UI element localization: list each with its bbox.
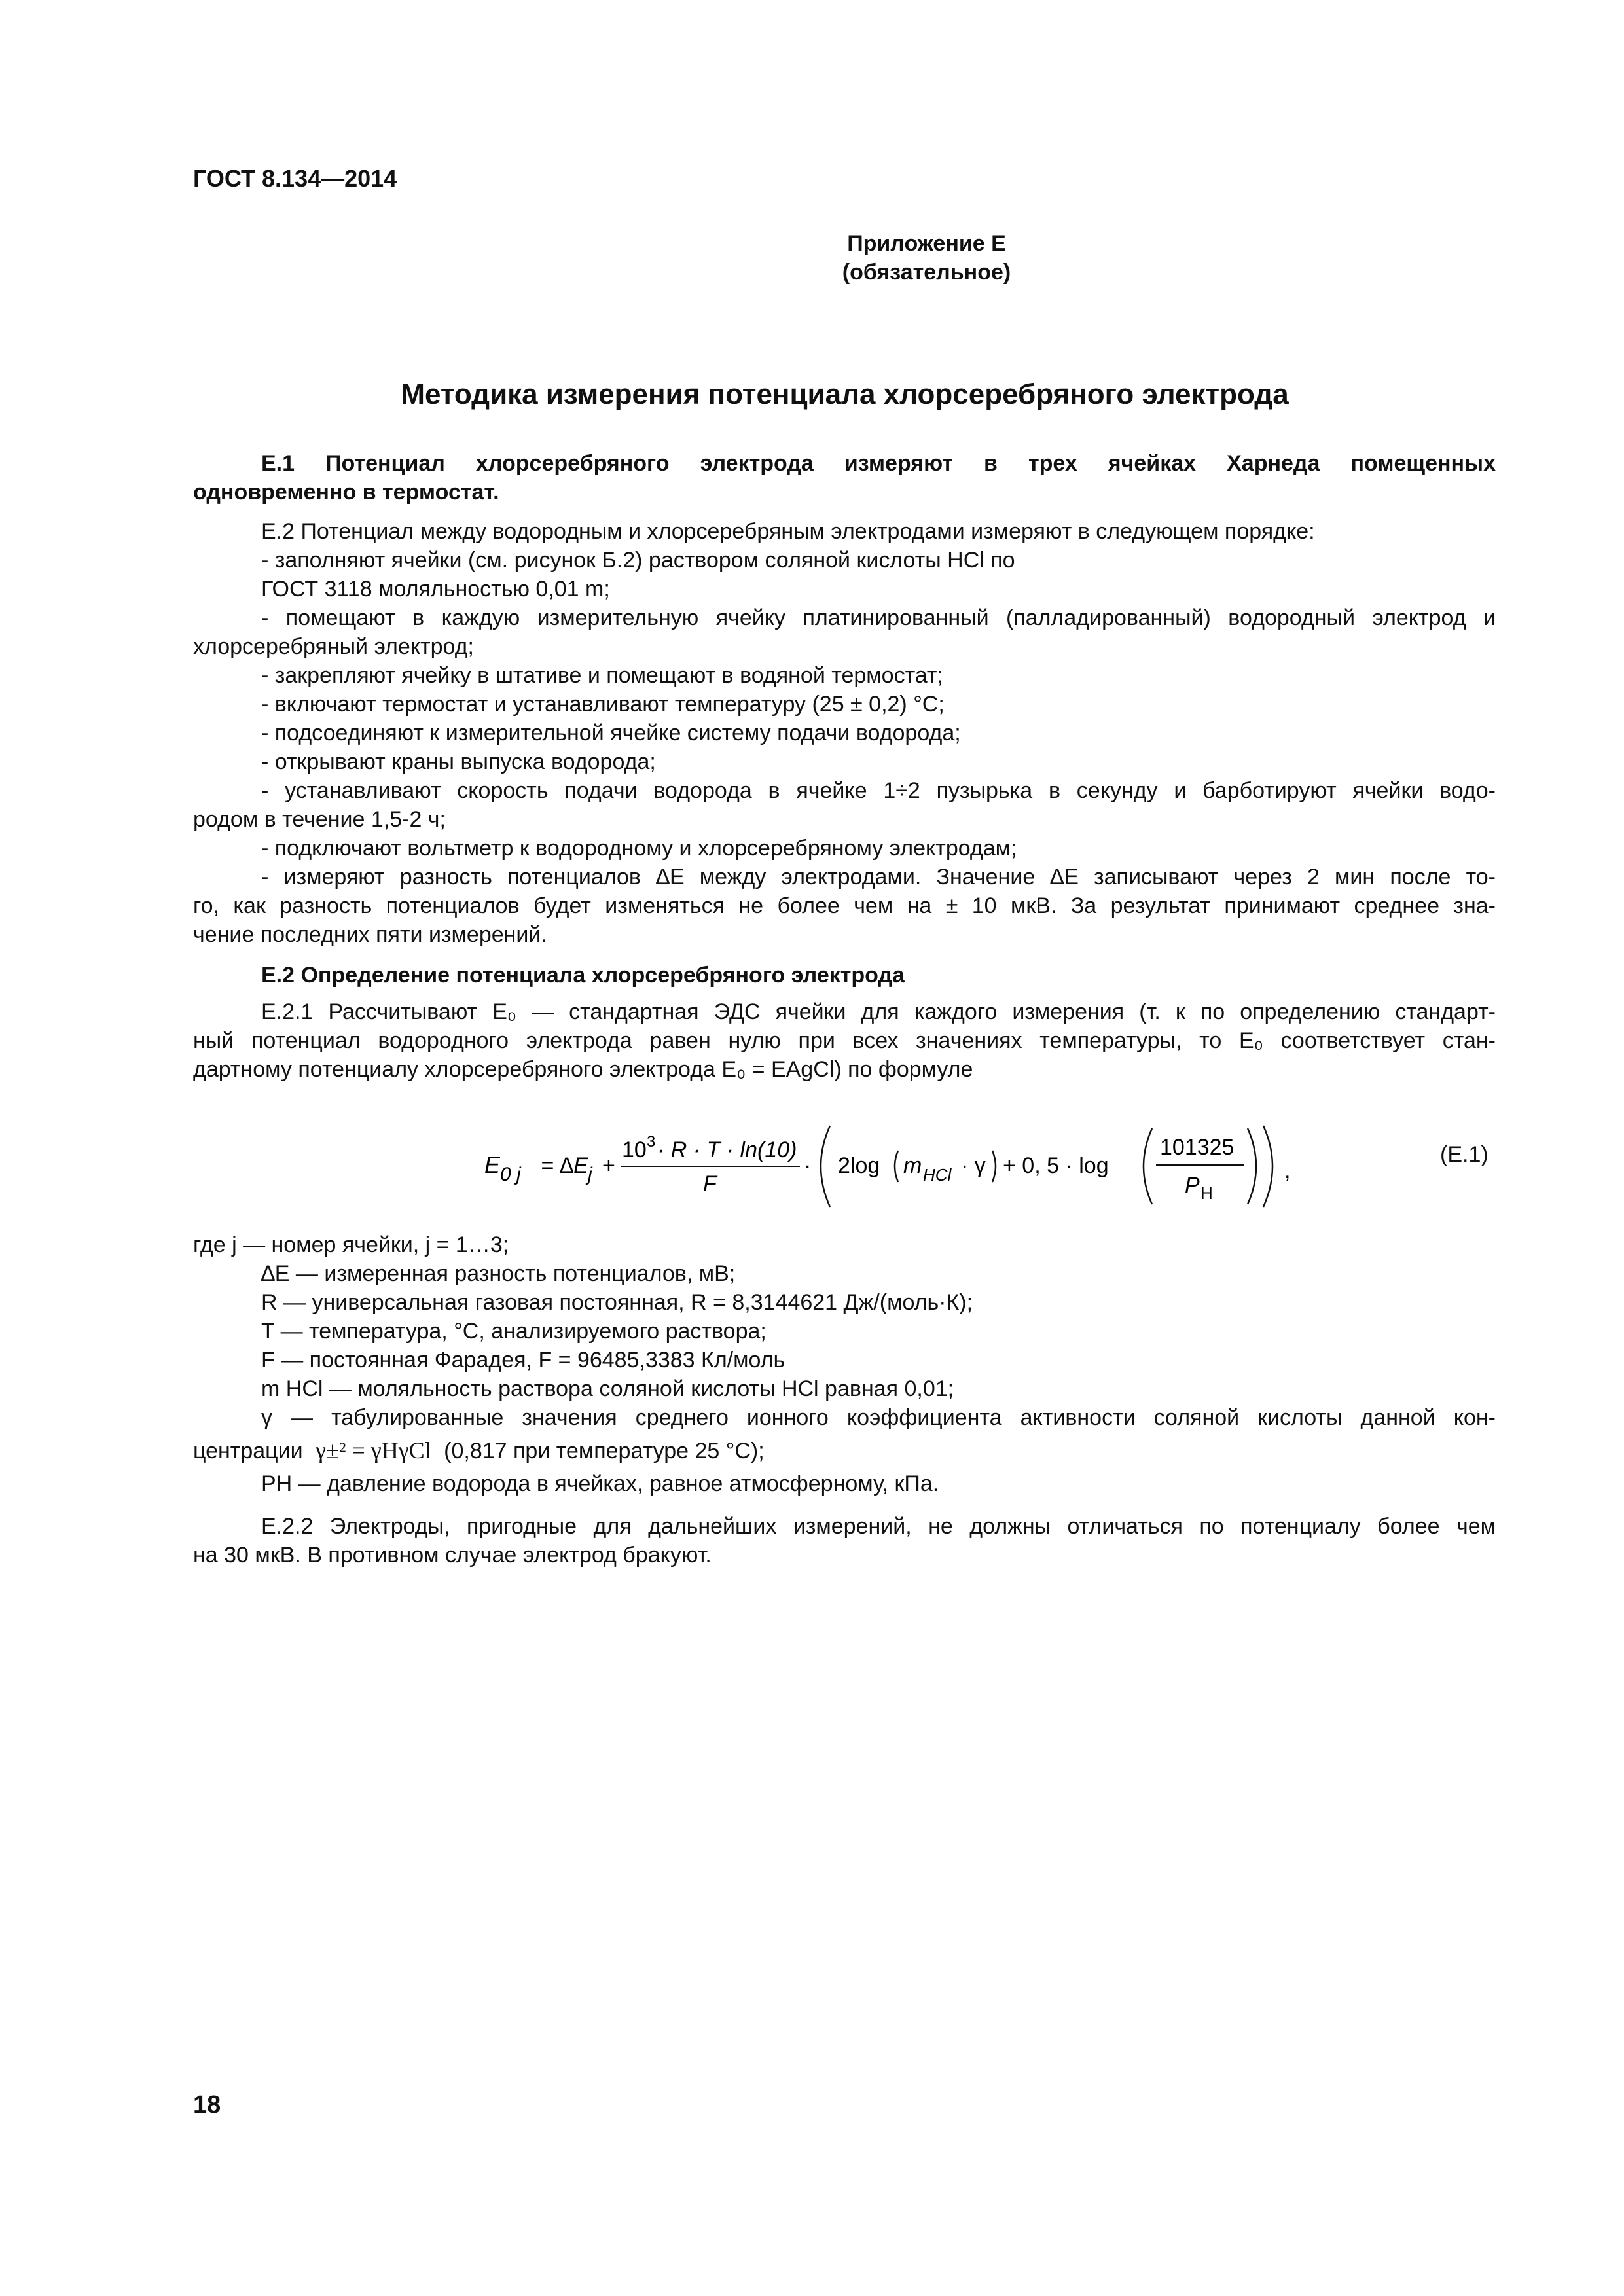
formula-frac2-num: 101325 — [1160, 1135, 1235, 1160]
where-gamma-2-post: (0,817 при температуре 25 °С); — [444, 1439, 765, 1463]
standard-code: ГОСТ 8.134—2014 — [193, 165, 397, 192]
formula-comma: , — [1284, 1158, 1291, 1183]
where-m: m HCl — моляльность раствора соляной кислоты HCl равная 0,01; — [261, 1376, 954, 1401]
formula-inner-a: 2log — [838, 1153, 880, 1178]
page-title: Методика измерения потенциала хлорсеребряного электрода — [401, 378, 1289, 410]
where-gamma-2-formula: γ±² = γHγCl — [316, 1437, 431, 1463]
formula-big-paren-right — [1263, 1126, 1272, 1207]
formula-inner-m: m — [903, 1153, 922, 1178]
paragraph-e1 — [193, 449, 1496, 507]
e22-line-1: Е.2.2 Электроды, пригодные для дальнейших измерений, не должны отличаться по потенциалу более чем — [261, 1514, 1496, 1539]
e21-line-1: Е.2.1 Рассчитывают E₀ — стандартная ЭДС ячейки для каждого измерения (т. к по определению стандарт- — [261, 999, 1496, 1024]
e2-step-9c: чение последних пяти измерений. — [193, 922, 547, 947]
formula-num-rest: · R · T · ln(10) — [657, 1138, 797, 1162]
e2-step-1a: - заполняют ячейки (см. рисунок Б.2) раствором соляной кислоты HCl по — [261, 548, 1015, 573]
formula-lhs: E — [484, 1151, 501, 1178]
e2-step-5: - подсоединяют к измерительной ячейке систему подачи водорода; — [261, 721, 961, 745]
e2-step-7b: родом в течение 1,5-2 ч; — [193, 807, 446, 832]
formula-inner-m-sub: HCl — [923, 1165, 952, 1185]
section-e2-heading-text: Е.2 Определение потенциала хлорсеребряного электрода — [261, 963, 905, 988]
formula-num-pow: 10 — [622, 1138, 647, 1162]
formula-frac2-den: P — [1185, 1173, 1200, 1198]
formula-num-pow-exp: 3 — [647, 1133, 656, 1151]
e2-intro: Е.2 Потенциал между водородным и хлорсеребряным электродами измеряют в следующем порядке: — [261, 519, 1315, 544]
where-gamma-1: γ — табулированные значения среднего ионного коэффициента активности соляной кислоты данной кон- — [261, 1405, 1496, 1430]
where-T: T — температура, °С, анализируемого раствора; — [261, 1319, 767, 1344]
where-gamma-2-pre: центрации — [193, 1439, 303, 1463]
formula-eq-delta: = ∆E — [541, 1153, 588, 1178]
page-number: 18 — [193, 2091, 221, 2119]
formula-plus: + — [602, 1153, 615, 1178]
e2-step-3: - закрепляют ячейку в штативе и помещают в водяной термостат; — [261, 663, 943, 688]
formula-paren2-right — [1248, 1128, 1256, 1204]
where-block — [193, 1230, 1496, 1498]
where-j: где j — номер ячейки, j = 1…3; — [193, 1232, 509, 1257]
formula-paren2-left — [1144, 1128, 1152, 1204]
e2-step-1b: ГОСТ 3118 моляльностью 0,01 m; — [261, 577, 610, 601]
e21-line-3: дартному потенциалу хлорсеребряного электрода E₀ = EAgCl) по формуле — [193, 1057, 973, 1082]
e2-step-2a: - помещают в каждую измерительную ячейку платинированный (палладированный) водородный электрод и — [261, 605, 1496, 630]
e1-line-1: Е.1 Потенциал хлорсеребряного электрода измеряют в трех ячейках Харнеда помещенных — [261, 451, 1496, 476]
formula-e1 — [484, 1113, 1375, 1211]
appendix-status: (обязательное) — [842, 260, 1011, 285]
e2-step-7a: - устанавливают скорость подачи водорода в ячейке 1÷2 пузырька в секунду и барботируют ячейки водо- — [261, 778, 1496, 803]
e2-step-2b: хлорсеребряный электрод; — [193, 634, 474, 659]
e2-step-4: - включают термостат и устанавливают температуру (25 ± 0,2) °С; — [261, 692, 945, 717]
e2-step-8: - подключают вольтметр к водородному и хлорсеребряному электродам; — [261, 836, 1017, 861]
e2-step-9a: - измеряют разность потенциалов ∆Е между электродами. Значение ∆Е записывают через 2 мин после то- — [261, 865, 1496, 889]
formula-inner-gamma: · γ — [961, 1153, 986, 1178]
e22-line-2: на 30 мкВ. В противном случае электрод бракуют. — [193, 1543, 712, 1568]
paragraph-e21 — [193, 997, 1496, 1084]
where-R: R — универсальная газовая постоянная, R = 8,3144621 Дж/(моль·К); — [261, 1290, 973, 1315]
where-PH: PH — давление водорода в ячейках, равное атмосферному, кПа. — [261, 1471, 939, 1496]
e1-line-2: одновременно в термостат. — [193, 480, 499, 505]
section-heading-e2 — [193, 961, 1496, 990]
appendix-name: Приложение Е — [847, 231, 1006, 256]
where-dE: ∆E — измеренная разность потенциалов, мВ; — [261, 1261, 736, 1286]
formula-big-paren-left — [821, 1126, 830, 1207]
paragraph-e2 — [193, 517, 1496, 949]
formula-paren-left — [895, 1151, 898, 1182]
e2-step-6: - открывают краны выпуска водорода; — [261, 749, 656, 774]
formula-frac2-den-sub: H — [1200, 1183, 1213, 1203]
formula-inner-b: + 0, 5 · log — [1003, 1153, 1109, 1178]
where-gamma-2 — [193, 1432, 1496, 1469]
e21-line-2: ный потенциал водородного электрода равен нулю при всех значениях температуры, то E₀ соответствует стан- — [193, 1028, 1496, 1053]
where-F: F — постоянная Фарадея, F = 96485,3383 Кл/моль — [261, 1348, 785, 1372]
formula-delta-sub: j — [588, 1164, 592, 1185]
formula-den: F — [703, 1172, 717, 1196]
formula-paren-right — [992, 1151, 996, 1182]
e2-step-9b: го, как разность потенциалов будет изменяться не более чем на ± 10 мкВ. За результат принимают среднее зна- — [193, 893, 1496, 918]
paragraph-e22 — [193, 1512, 1496, 1570]
formula-number: (Е.1) — [1440, 1142, 1489, 1167]
formula-lhs-sub: 0 j — [500, 1164, 521, 1185]
formula-dot: · — [804, 1153, 812, 1178]
